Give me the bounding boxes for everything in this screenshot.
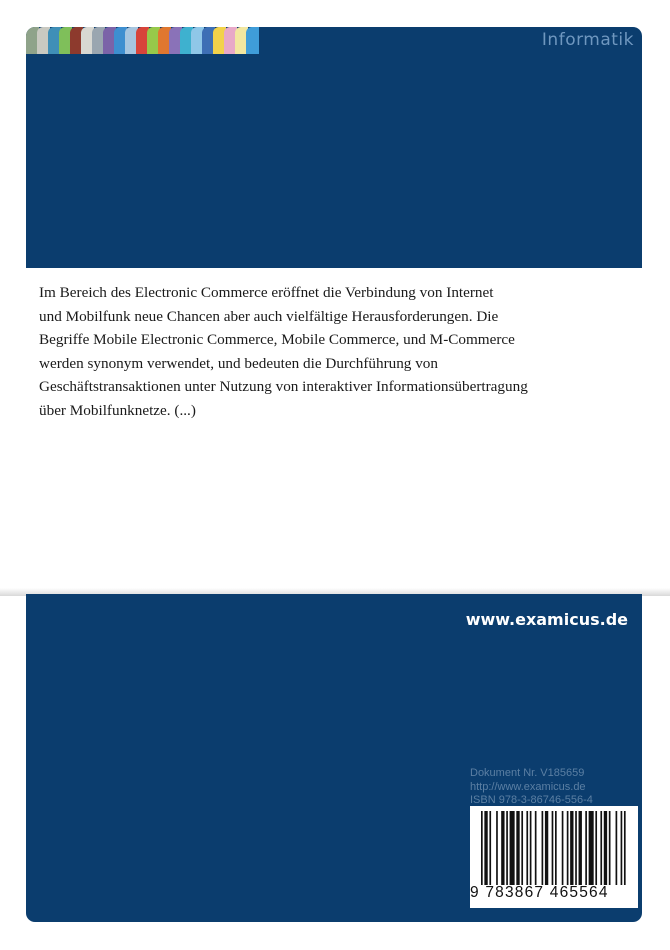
color-stripe (114, 27, 125, 54)
barcode-bar (521, 811, 523, 885)
barcode-bar (567, 811, 569, 885)
barcode-bar (575, 811, 577, 885)
barcode-bar (552, 811, 554, 885)
color-stripe (191, 27, 202, 54)
color-stripe (70, 27, 81, 54)
color-stripe (213, 27, 224, 54)
barcode-digits: 9 783867 465564 (470, 884, 609, 901)
color-stripe (37, 27, 48, 54)
barcode-bar (506, 811, 508, 885)
color-stripe (103, 27, 114, 54)
blurb-line: Im Bereich des Electronic Commerce eröffnet die Verbindung von Internet (39, 284, 494, 301)
barcode-bar (542, 811, 544, 885)
blurb-line: Begriffe Mobile Electronic Commerce, Mobile Commerce, und M-Commerce (39, 331, 515, 349)
document-url: http://www.examicus.de (470, 780, 586, 793)
book-blurb (39, 281, 559, 423)
barcode-bar (624, 811, 626, 885)
barcode-bar (621, 811, 623, 885)
document-number: Dokument Nr. V185659 (470, 767, 585, 779)
barcode-bar (555, 811, 557, 885)
color-stripe (224, 27, 235, 54)
barcode-bar (545, 811, 548, 885)
color-stripe (48, 27, 59, 54)
barcode-bar (595, 811, 597, 885)
barcode-bar (535, 811, 537, 885)
barcode-bar (530, 811, 532, 885)
color-stripe (169, 27, 180, 54)
blurb-line: werden synonym verwendet, und bedeuten die Durchführung von (39, 354, 438, 372)
color-stripe (246, 27, 257, 54)
color-stripe (92, 27, 103, 54)
color-stripe (158, 27, 169, 54)
color-stripes (26, 27, 257, 54)
color-stripe (59, 27, 70, 54)
barcode-bar (609, 811, 611, 885)
color-stripe (26, 27, 37, 54)
back-cover-panel (26, 594, 642, 922)
barcode-bar (496, 811, 498, 885)
barcode-bar (501, 811, 504, 885)
barcode-bar (589, 811, 594, 885)
document-info (470, 767, 593, 808)
barcode-icon (481, 811, 629, 885)
barcode-bar (585, 811, 587, 885)
color-stripe (125, 27, 136, 54)
color-stripe (81, 27, 92, 54)
barcode-bar (526, 811, 528, 885)
isbn-number: ISBN 978-3-86746-556-4 (470, 794, 593, 806)
barcode-bar (484, 811, 487, 885)
color-stripe (202, 27, 213, 54)
color-stripe (136, 27, 147, 54)
blurb-line: über Mobilfunknetze. (...) (39, 401, 196, 419)
website-label[interactable]: www.examicus.de (465, 610, 628, 629)
blurb-line: Geschäftstransaktionen unter Nutzung von interaktiver Informationsübertragung (39, 378, 528, 396)
barcode-bar (489, 811, 491, 885)
barcode-bar (562, 811, 564, 885)
barcode-bar (604, 811, 607, 885)
barcode-bar (600, 811, 602, 885)
barcode-bar (570, 811, 573, 885)
barcode-bar (481, 811, 483, 885)
front-cover-panel (26, 27, 642, 268)
color-stripe (147, 27, 158, 54)
category-label: Informatik (541, 30, 634, 50)
color-stripe (235, 27, 246, 54)
barcode-bar (579, 811, 582, 885)
color-stripe (180, 27, 191, 54)
barcode-bar (616, 811, 618, 885)
barcode-bar (510, 811, 515, 885)
barcode-bar (516, 811, 519, 885)
blurb-line: und Mobilfunk neue Chancen aber auch vielfältige Herausforderungen. Die (39, 307, 499, 325)
